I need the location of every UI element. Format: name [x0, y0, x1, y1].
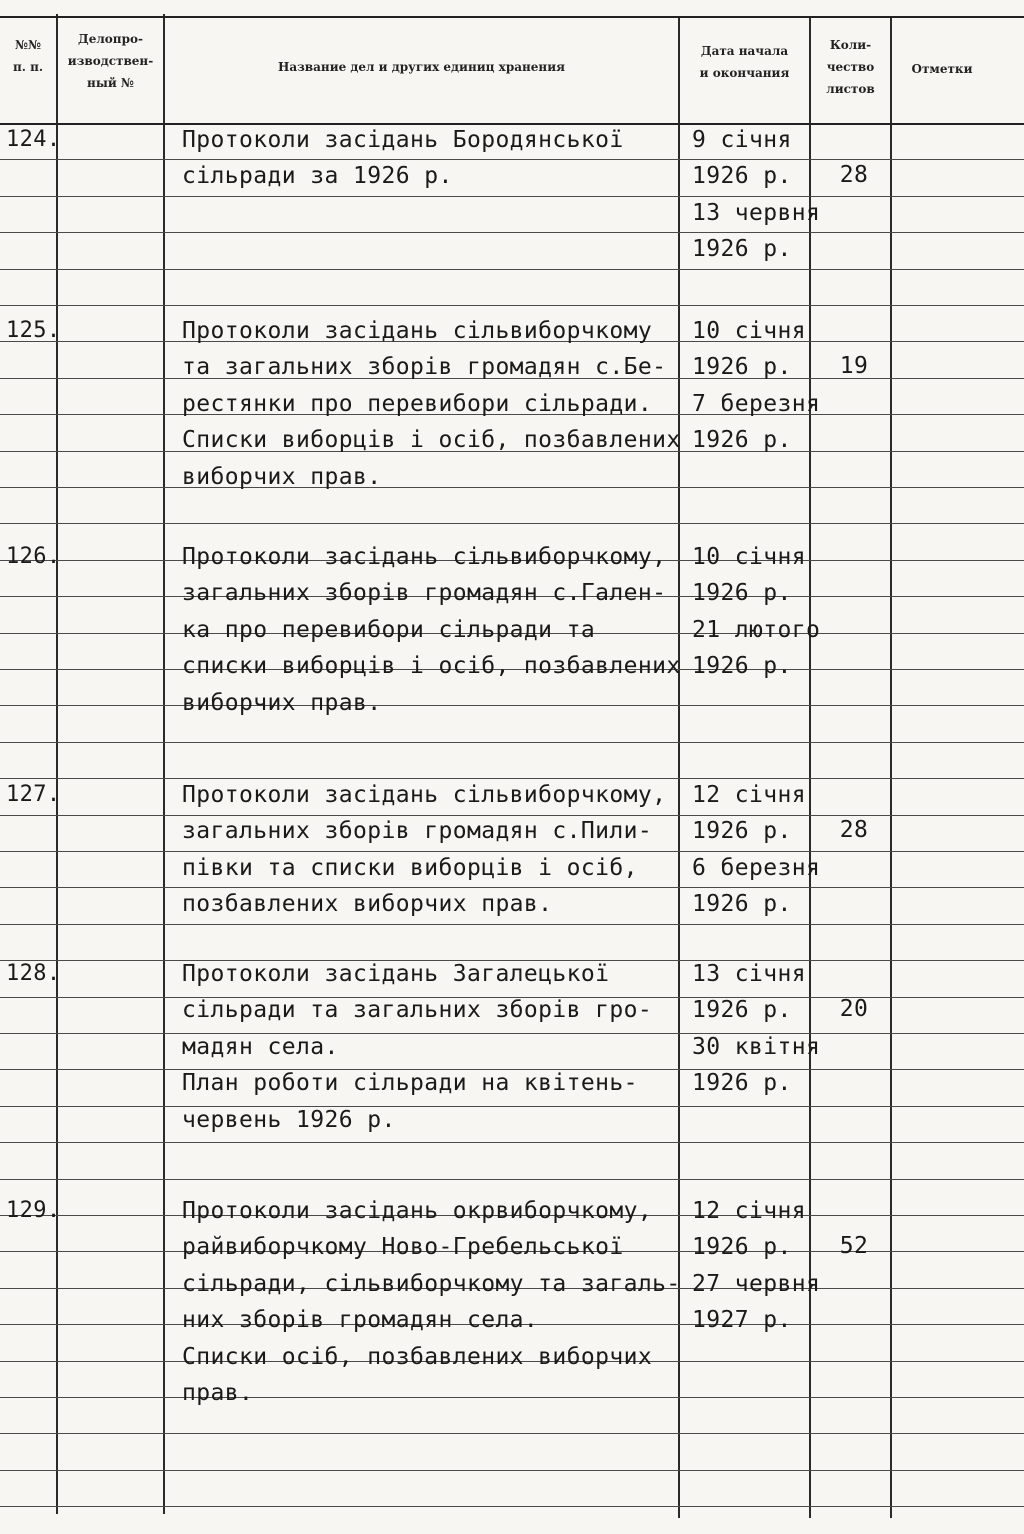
record-title: Протоколи засідань Загалецької сільради та загальних зборів гро- мадян села. План роботи сільради на квітень- червень 1926 р.: [182, 961, 653, 1133]
header-number: №№ п. п.: [12, 38, 44, 74]
record-sheet-count: 19: [839, 353, 869, 379]
record-dates: 9 січня 1926 р. 13 червня 1926 р.: [692, 127, 821, 263]
record-number: 129.: [6, 1198, 61, 1223]
ruled-line: [0, 1470, 1024, 1471]
ruled-line: [0, 1433, 1024, 1434]
ruled-line: [0, 1506, 1024, 1507]
ruled-line: [0, 269, 1024, 270]
ruled-line: [0, 196, 1024, 197]
header-notes: Отметки: [911, 62, 973, 76]
record-number: 124.: [6, 127, 61, 152]
record-dates: 12 січня 1926 р. 27 червня 1927 р.: [692, 1198, 821, 1334]
record-title: Протоколи засідань сільвиборчкому та загальних зборів громадян с.Бе- рестянки про перевибори сільради. Списки виборців і осіб, позбавлених виборчих прав.: [182, 318, 681, 490]
header-sheet-count: Коли- чество листов: [826, 38, 875, 96]
record-title: Протоколи засідань Бородянської сільради за 1926 р.: [182, 127, 624, 190]
record-dates: 10 січня 1926 р. 21 лютого 1926 р.: [692, 544, 821, 680]
record-title: Протоколи засідань сільвиборчкому, загальних зборів громадян с.Пили- півки та списки виборців і осіб, позбавлених виборчих прав.: [182, 782, 667, 918]
header-office-number: Делопро- изводствен- ный №: [67, 32, 154, 90]
record-sheet-count: 52: [839, 1233, 869, 1259]
column-rule: [163, 14, 165, 1514]
column-rule: [890, 18, 892, 1518]
record-title: Протоколи засідань сільвиборчкому, загальних зборів громадян с.Гален- ка про перевибори сільради та списки виборців і осіб, позбавлених виборчих прав.: [182, 544, 681, 716]
ruled-line: [0, 924, 1024, 925]
record-number: 128.: [6, 961, 61, 986]
record-sheet-count: 28: [839, 162, 869, 188]
record-number: 125.: [6, 318, 61, 343]
record-dates: 13 січня 1926 р. 30 квітня 1926 р.: [692, 961, 821, 1097]
record-dates: 10 січня 1926 р. 7 березня 1926 р.: [692, 318, 821, 454]
record-number: 126.: [6, 544, 61, 569]
column-rule: [56, 14, 58, 1514]
record-sheet-count: 20: [839, 996, 869, 1022]
ruled-line: [0, 232, 1024, 233]
header-top-rule: [0, 16, 1024, 18]
ruled-line: [0, 305, 1024, 306]
ruled-line: [0, 742, 1024, 743]
header-dates: Дата начала и окончания: [699, 44, 790, 80]
ruled-line: [0, 523, 1024, 524]
ruled-line: [0, 1179, 1024, 1180]
ruled-line: [0, 1142, 1024, 1143]
header-title: Название дел и других единиц хранения: [278, 60, 565, 74]
record-dates: 12 січня 1926 р. 6 березня 1926 р.: [692, 782, 821, 918]
record-title: Протоколи засідань окрвиборчкому, райвиборчкому Ново-Гребельської сільради, сільвиборчкому та загаль- них зборів громадян села. Списки осіб, позбавлених виборчих прав.: [182, 1198, 681, 1407]
record-number: 127.: [6, 782, 61, 807]
record-sheet-count: 28: [839, 817, 869, 843]
